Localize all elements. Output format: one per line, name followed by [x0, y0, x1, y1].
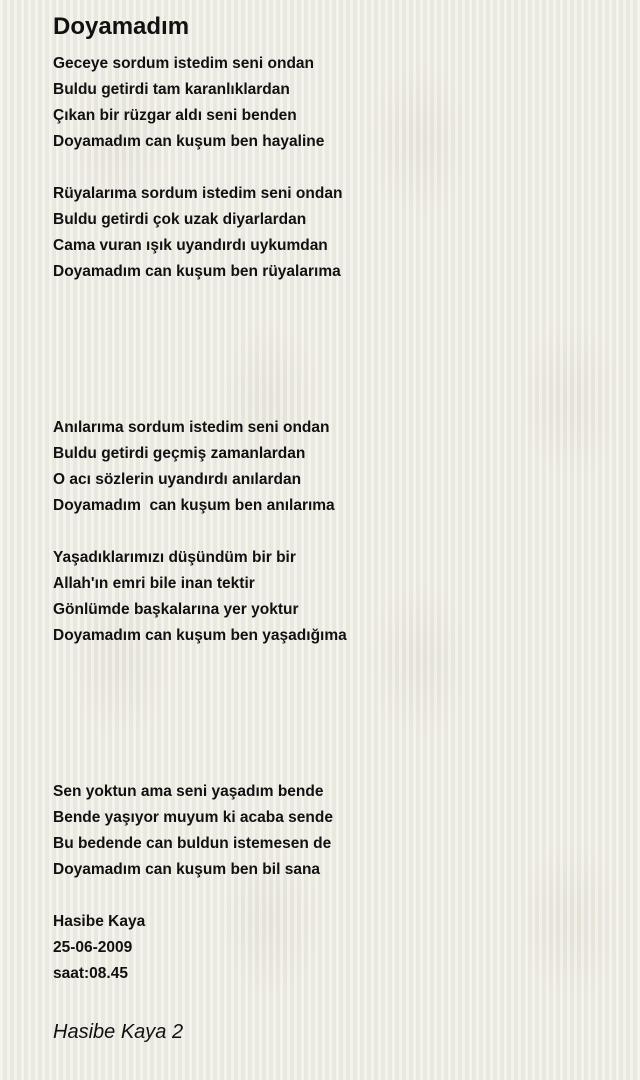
signature-block	[53, 909, 613, 987]
signature-name: Hasibe Kaya	[53, 913, 146, 930]
poem-line: Rüyalarıma sordum istedim seni ondan	[53, 185, 343, 202]
poem-body	[53, 51, 613, 987]
poem-line: O acı sözlerin uyandırdı anılardan	[53, 471, 302, 488]
poem-title: Doyamadım	[53, 13, 190, 40]
poem-line: Anılarıma sordum istedim seni ondan	[53, 419, 330, 436]
poem-line: Doyamadım can kuşum ben rüyalarıma	[53, 263, 341, 280]
poem-line: Buldu getirdi çok uzak diyarlardan	[53, 211, 307, 228]
signature-time: saat:08.45	[53, 965, 128, 982]
poem-line: Gönlümde başkalarına yer yoktur	[53, 601, 299, 618]
poem-line: Doyamadım can kuşum ben bil sana	[53, 861, 321, 878]
poem-line: Doyamadım can kuşum ben yaşadığıma	[53, 627, 347, 644]
stanza-gap	[53, 155, 613, 181]
author-link[interactable]: Hasibe Kaya 2	[53, 1021, 184, 1043]
stanza-1	[53, 51, 613, 155]
stanza-gap	[53, 285, 613, 415]
stanza-gap	[53, 649, 613, 779]
poem-line: Cama vuran ışık uyandırdı uykumdan	[53, 237, 328, 254]
poem-line: Geceye sordum istedim seni ondan	[53, 55, 314, 72]
poem-line: Sen yoktun ama seni yaşadım bende	[53, 783, 324, 800]
poem-line: Buldu getirdi geçmiş zamanlardan	[53, 445, 306, 462]
poem-line: Doyamadım can kuşum ben hayaline	[53, 133, 325, 150]
poem-line: Allah'ın emri bile inan tektir	[53, 575, 255, 592]
signature-date: 25-06-2009	[53, 939, 133, 956]
poem-line: Çıkan bir rüzgar aldı seni benden	[53, 107, 297, 124]
stanza-gap	[53, 883, 613, 909]
stanza-3	[53, 415, 613, 519]
poem-line: Buldu getirdi tam karanlıklardan	[53, 81, 290, 98]
poem-line: Yaşadıklarımızı düşündüm bir bir	[53, 549, 296, 566]
stanza-gap	[53, 519, 613, 545]
stanza-2	[53, 181, 613, 285]
poem-line: Bende yaşıyor muyum ki acaba sende	[53, 809, 333, 826]
stanza-5	[53, 779, 613, 883]
poem-line: Doyamadım can kuşum ben anılarıma	[53, 497, 335, 514]
stanza-4	[53, 545, 613, 649]
poem-line: Bu bedende can buldun istemesen de	[53, 835, 332, 852]
